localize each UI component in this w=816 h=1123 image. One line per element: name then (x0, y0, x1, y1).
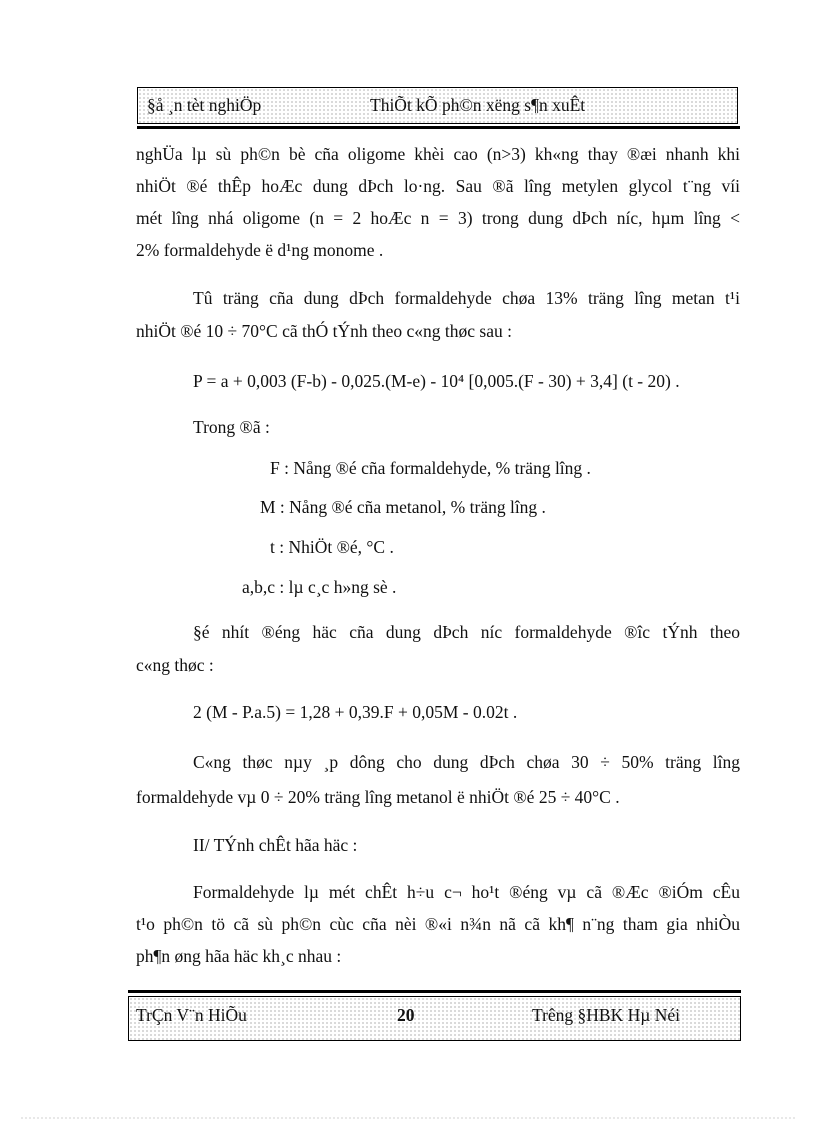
paragraph-5-line-2: t¹o ph©n tö cã sù ph©n cùc cña nèi ®«i n¾n nã cã kh¶ n¨ng tham gia nhiÒu (136, 914, 740, 934)
page-header (137, 87, 738, 124)
paragraph-3-line-1: §é nhít ®éng häc cña dung dÞch níc formaldehyde ®îc tÝnh theo (193, 622, 740, 642)
paragraph-2-line-2: nhiÖt ®é 10 ÷ 70°C cã thÓ tÝnh theo c«ng thøc sau : (136, 321, 512, 341)
paragraph-3-line-2: c«ng thøc : (136, 655, 214, 675)
paragraph-1-line-2: nhiÖt ®é thÊp hoÆc dung dÞch lo·ng. Sau ®ã lîng metylen glycol t¨ng víi (136, 176, 740, 196)
paragraph-5-line-3: ph¶n øng hãa häc kh¸c nhau : (136, 946, 342, 966)
paragraph-4-line-1: C«ng thøc nµy ¸p dông cho dung dÞch chøa 30 ÷ 50% träng lîng (193, 752, 740, 772)
footer-institution: Trêng §HBK Hµ Néi (532, 1005, 680, 1025)
page-number: 20 (397, 1005, 415, 1025)
header-right-text: ThiÕt kÕ ph©n xëng s¶n xuÊt (370, 95, 586, 115)
footer-author: TrÇn V¨n HiÕu (136, 1005, 247, 1025)
bottom-dotted-line (20, 1117, 796, 1119)
viscosity-formula: 2 (M - P.a.5) = 1,28 + 0,39.F + 0,05M - 0.02t . (193, 702, 518, 722)
paragraph-1-line-4: 2% formaldehyde ë d¹ng monome . (136, 240, 384, 260)
paragraph-1-line-3: mét lîng nhá oligome (n = 2 hoÆc n = 3) trong dung dÞch níc, hµm lîng < (136, 208, 740, 228)
paragraph-5-line-1: Formaldehyde lµ mét chÊt h÷u c¬ ho¹t ®éng vµ cã ®Æc ®iÓm cÊu (193, 882, 740, 902)
definition-F: F : Nång ®é cña formaldehyde, % träng lîng . (270, 458, 591, 478)
header-left-text: §å ¸n tèt nghiÖp (147, 95, 262, 115)
definition-t: t : NhiÖt ®é, °C . (270, 537, 394, 557)
definition-M: M : Nång ®é cña metanol, % träng lîng . (260, 497, 546, 517)
density-formula: P = a + 0,003 (F-b) - 0,025.(M-e) - 10⁴ [0,005.(F - 30) + 3,4] (t - 20) . (193, 371, 680, 391)
paragraph-1-line-1: nghÜa lµ sù ph©n bè cña oligome khèi cao (n>3) kh«ng thay ®æi nhanh khi (136, 144, 740, 164)
definitions-intro: Trong ®ã : (193, 417, 270, 437)
header-rule (137, 126, 740, 129)
page-footer (128, 996, 741, 1041)
definition-abc: a,b,c : lµ c¸c h»ng sè . (242, 577, 397, 597)
footer-rule (128, 990, 741, 993)
paragraph-2-line-1: Tû träng cña dung dÞch formaldehyde chøa 13% träng lîng metan t¹i (193, 288, 740, 308)
paragraph-4-line-2: formaldehyde vµ 0 ÷ 20% träng lîng metanol ë nhiÖt ®é 25 ÷ 40°C . (136, 787, 620, 807)
section-heading: II/ TÝnh chÊt hãa häc : (193, 835, 358, 855)
